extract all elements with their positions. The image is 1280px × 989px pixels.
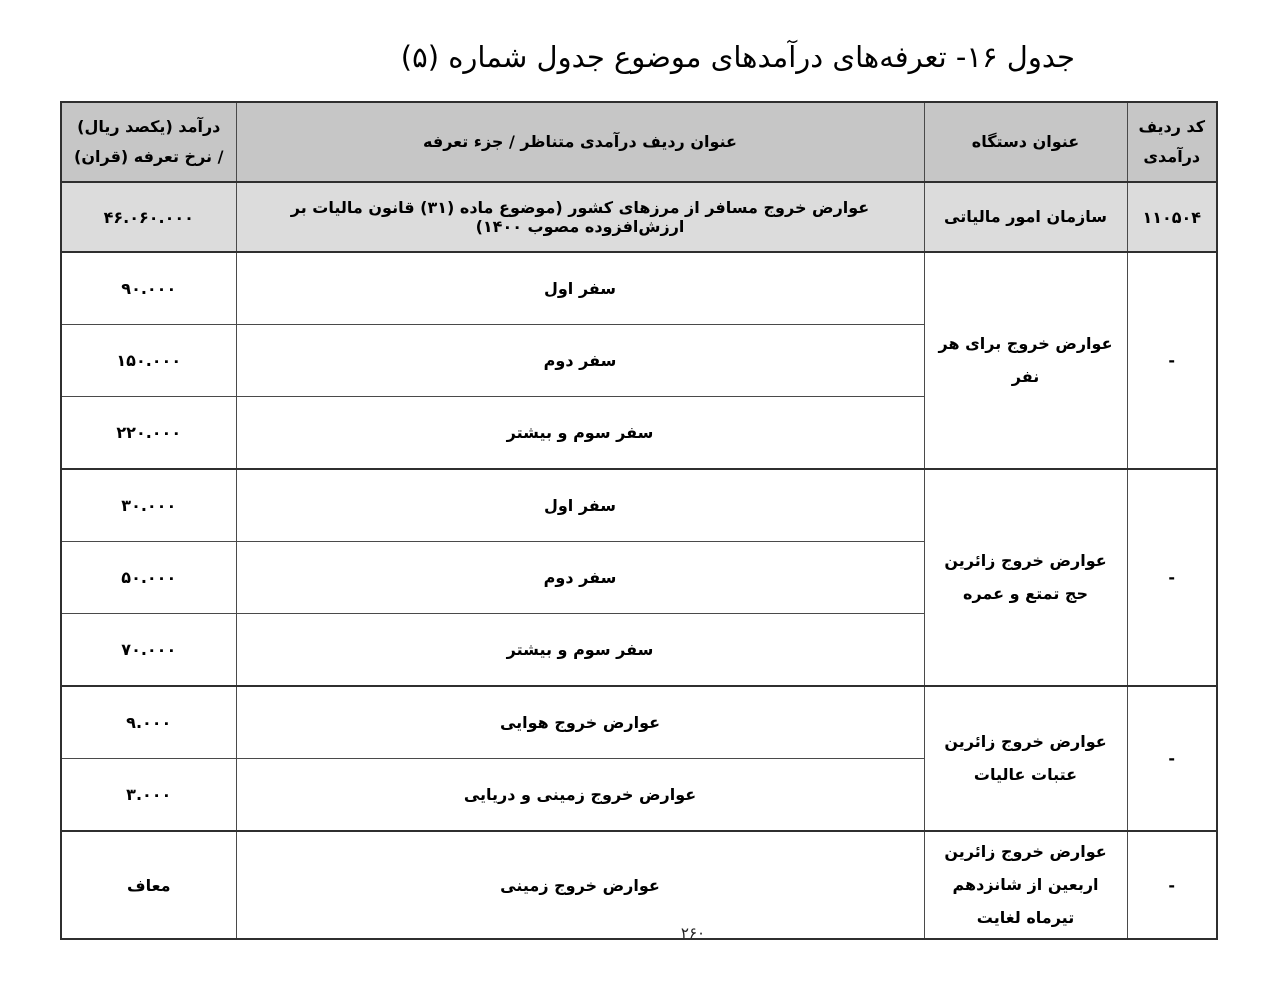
header-income: درآمد (یکصد ریال) / نرخ تعرفه (قران) xyxy=(61,102,236,182)
header-department: عنوان دستگاه xyxy=(924,102,1127,182)
item-cell: عوارض خروج هوایی xyxy=(236,686,924,759)
item-cell: سفر اول xyxy=(236,469,924,542)
item-cell: سفر سوم و بیشتر xyxy=(236,614,924,687)
table-row xyxy=(61,686,1217,759)
code-cell: - xyxy=(1127,686,1217,831)
item-cell: سفر اول xyxy=(236,252,924,325)
item-cell: سفر دوم xyxy=(236,325,924,397)
code-cell: - xyxy=(1127,469,1217,686)
department-cell: عوارض خروج زائرین حج تمتع و عمره xyxy=(924,469,1127,686)
department-cell: عوارض خروج برای هر نفر xyxy=(924,252,1127,469)
code-cell: - xyxy=(1127,252,1217,469)
department-cell: عوارض خروج زائرین عتبات عالیات xyxy=(924,686,1127,831)
income-cell: ۵۰.۰۰۰ xyxy=(61,542,236,614)
tariff-table-container xyxy=(62,101,1218,940)
header-item: عنوان ردیف درآمدی متناظر / جزء تعرفه xyxy=(236,102,924,182)
table-row xyxy=(61,831,1217,939)
income-cell: ۹.۰۰۰ xyxy=(61,686,236,759)
income-cell: ۲۲۰.۰۰۰ xyxy=(61,397,236,470)
department-cell: سازمان امور مالیاتی xyxy=(924,182,1127,252)
header-code: کد ردیف درآمدی xyxy=(1127,102,1217,182)
item-cell: عوارض خروج زمینی و دریایی xyxy=(236,759,924,832)
table-row xyxy=(61,182,1217,252)
page-title: جدول ۱۶- تعرفه‌های درآمدهای موضوع جدول شماره (۵) xyxy=(400,40,1075,74)
item-cell: عوارض خروج مسافر از مرزهای کشور (موضوع ماده (۳۱) قانون مالیات بر ارزش‌افزوده مصوب ۱۴۰۰) xyxy=(236,182,924,252)
code-cell: ۱۱۰۵۰۴ xyxy=(1127,182,1217,252)
income-cell: ۹۰.۰۰۰ xyxy=(61,252,236,325)
item-cell: سفر سوم و بیشتر xyxy=(236,397,924,470)
income-cell: معاف xyxy=(61,831,236,939)
income-cell: ۷۰.۰۰۰ xyxy=(61,614,236,687)
department-cell: عوارض خروج زائرین اربعین از شانزدهم تیرماه لغایت xyxy=(924,831,1127,939)
item-cell: عوارض خروج زمینی xyxy=(236,831,924,939)
income-cell: ۳.۰۰۰ xyxy=(61,759,236,832)
table-row xyxy=(61,469,1217,542)
code-cell: - xyxy=(1127,831,1217,939)
income-cell: ۱۵۰.۰۰۰ xyxy=(61,325,236,397)
income-cell: ۳۰.۰۰۰ xyxy=(61,469,236,542)
page-number: ۲۶۰ xyxy=(680,924,706,942)
item-cell: سفر دوم xyxy=(236,542,924,614)
table-row xyxy=(61,252,1217,325)
tariff-table xyxy=(60,101,1218,940)
income-cell: ۴۶.۰۶۰.۰۰۰ xyxy=(61,182,236,252)
header-row xyxy=(61,102,1217,182)
